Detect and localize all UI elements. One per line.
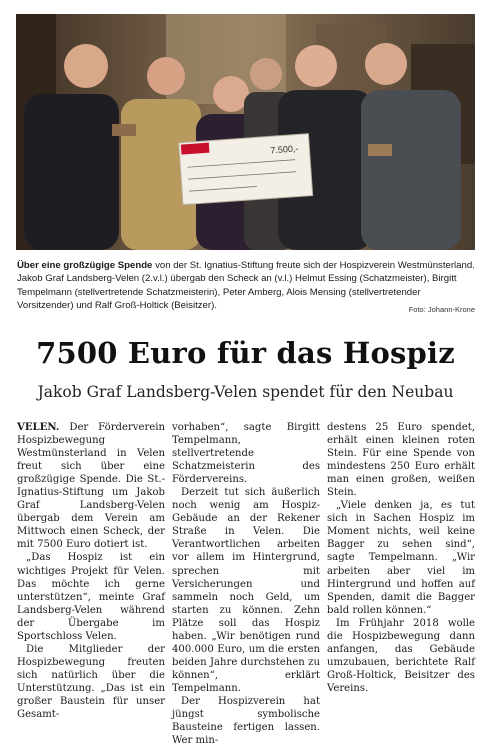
caption-lead: Über eine großzügige Spende <box>17 260 153 271</box>
dateline: VELEN. <box>17 422 60 433</box>
photo-illustration <box>16 14 475 250</box>
article-column-1 <box>17 421 165 721</box>
check-amount: 7.500,- <box>270 143 299 156</box>
paragraph: Die Mitglieder der Hospizbewegung freuten sich natürlich über die Unterstützung. „Das ist ein großer Baustein für unser Gesamt- <box>17 643 165 721</box>
paragraph: destens 25 Euro spendet, erhält einen kleinen roten Stein. Für eine Spende von mindestens 250 Euro erhält man einen großen, weißen Stein. <box>327 422 475 499</box>
paragraph: Im Frühjahr 2018 wolle die Hospizbewegung dann anfangen, das Gebäude umzubauen, berichtete Ralf Groß-Holtick, Beisitzer des Vereins. <box>327 617 475 694</box>
photo-credit: Foto: Johann-Krone <box>408 305 475 314</box>
paragraph: Der Hospizverein hat jüngst symbolische Bausteine fertigen lassen. Wer min- <box>172 695 320 747</box>
article-photo <box>16 14 475 250</box>
paragraph: vorhaben“, sagte Birgitt Tempelmann, stellvertretende Schatzmeisterin des Fördervereins. <box>172 422 320 486</box>
photo-caption <box>17 259 475 313</box>
headline: 7500 Euro für das Hospiz <box>36 336 455 370</box>
subheadline: Jakob Graf Landsberg-Velen spendet für den Neubau <box>37 383 454 401</box>
article-column-2 <box>172 421 320 747</box>
caption-text: von der St. Ignatius-Stiftung freute sich der Hospizverein Westmünsterland. Jakob Graf Landsberg-Velen (2.v.l.) übergab den Scheck an (v.l.) Helmut Essing (Schatzmeister), Birgitt Tempelmann (stellvertretende Schatzmeisterin), Peter Amberg, Alois Mensing (stellvertretender Vorsitzender) und Ralf Groß-Holtick (Beisitzer). <box>17 260 475 312</box>
article-column-3 <box>327 421 475 695</box>
paragraph: Derzeit tut sich äußerlich noch wenig am Hospiz-Gebäude an der Rekener Straße in Velen. Die Verantwortlichen arbeiten vor allem im Hintergrund, sprechen mit Versicherungen und sammeln noch Geld, um starten zu können. Zehn Plätze soll das Hospiz haben. „Wir benötigen rund 400.000 Euro, um die ersten beiden Jahre durchstehen zu können“, erklärt Tempelmann. <box>172 487 320 694</box>
paragraph: „Das Hospiz ist ein wichtiges Projekt für Velen. Das möchte ich gerne unterstützen“, meinte Graf Landsberg-Velen während der Übergabe im Sportschloss Velen. <box>17 552 165 642</box>
paragraph: „Viele denken ja, es tut sich in Sachen Hospiz im Moment nichts, weil keine Bagger zu sehen sind“, sagte Tempelmann. „Wir arbeiten aber viel im Hintergrund und hoffen auf Spenden, damit die Bagger bald rollen können.“ <box>327 500 475 616</box>
paragraph: Der Förderverein Hospizbewegung Westmünsterland in Velen freut sich über eine großzügige Spende. Die St.-Ignatius-Stiftung um Jakob Graf Landsberg-Velen übergab dem Verein am Mittwoch einen Scheck, der mit 7500 Euro dotiert ist. <box>17 422 165 551</box>
